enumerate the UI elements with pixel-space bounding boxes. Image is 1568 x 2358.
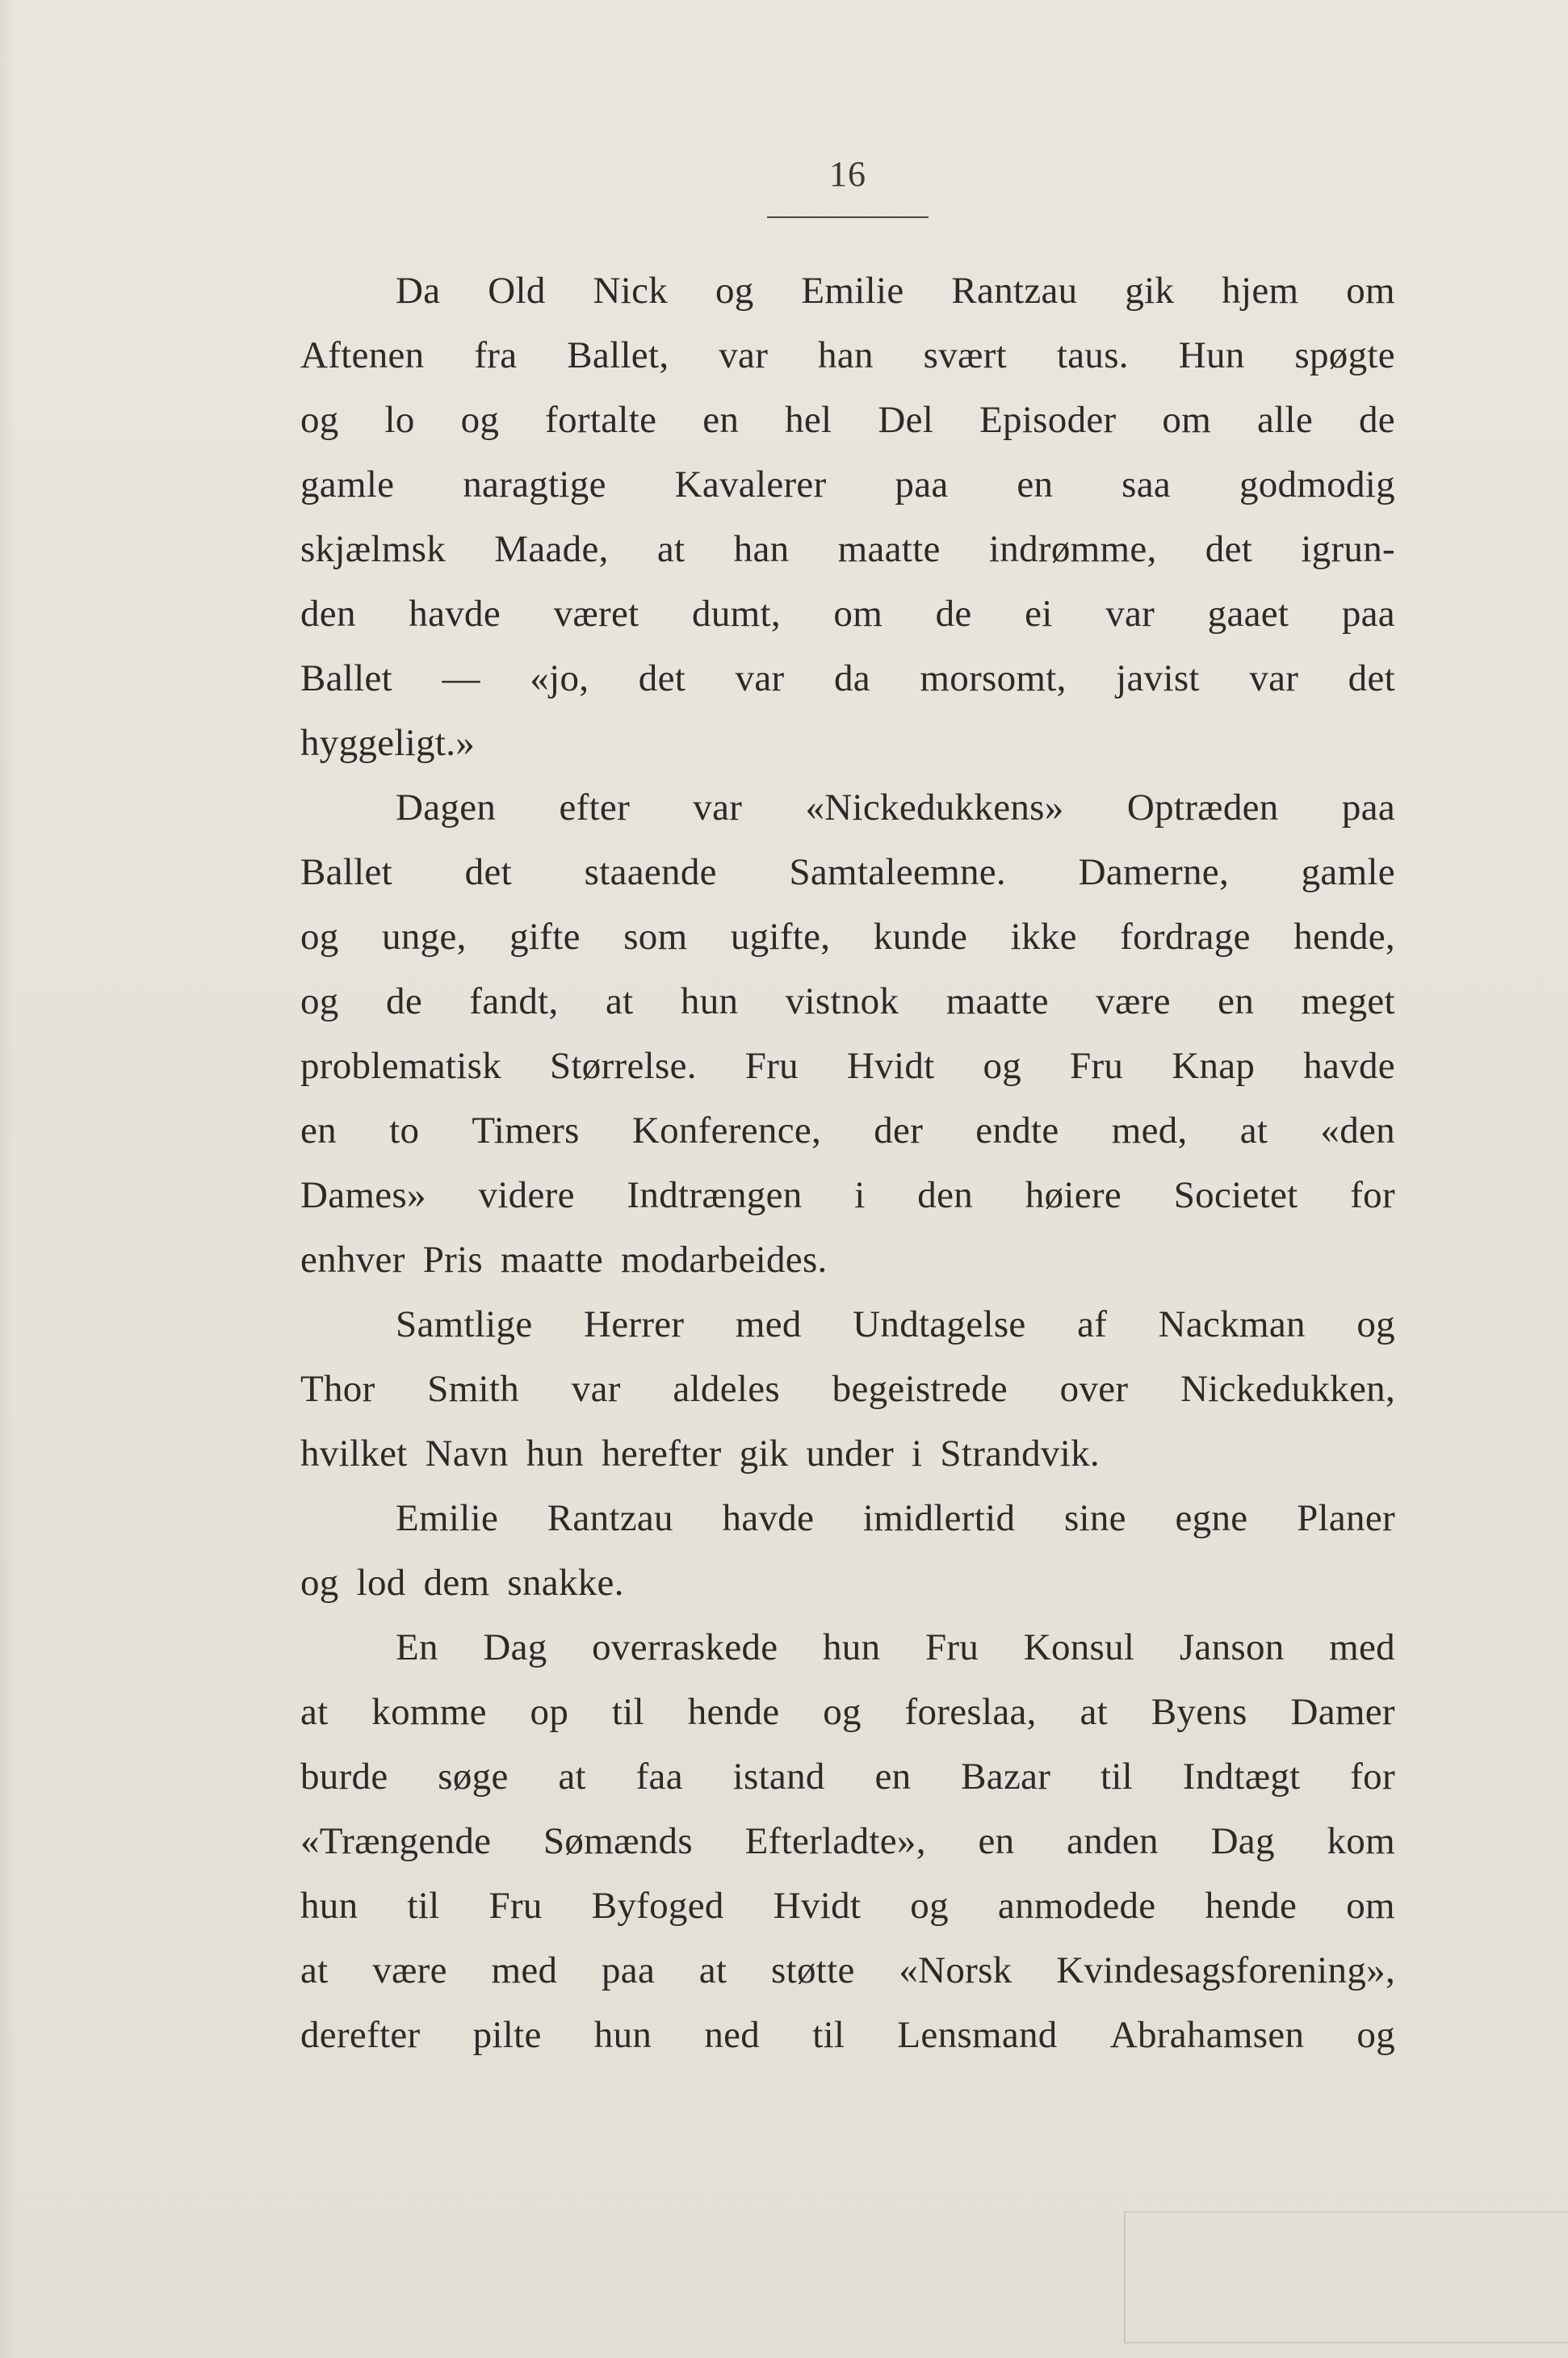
word: problematisk (300, 1045, 501, 1087)
word: støtte (771, 1949, 855, 1991)
word: fandt, (469, 980, 559, 1022)
word: Damerne, (1078, 851, 1229, 893)
word: snakke. (507, 1562, 624, 1604)
word: «Nickedukkens» (805, 787, 1064, 829)
word: Indtægt (1182, 1756, 1301, 1798)
word: og (300, 1562, 339, 1604)
word: to (389, 1110, 420, 1152)
word: paa (1341, 787, 1395, 829)
word: aldeles (673, 1368, 780, 1410)
word: var (735, 657, 785, 699)
word: en (978, 1820, 1015, 1862)
word: Indtrængen (627, 1174, 803, 1216)
word: havde (722, 1497, 815, 1539)
word: meget (1301, 980, 1395, 1022)
word: i (854, 1174, 866, 1216)
page-number: 16 (829, 154, 866, 194)
word: op (530, 1691, 569, 1733)
word: at (300, 1949, 329, 1991)
word: Størrelse. (549, 1045, 697, 1087)
word: anden (1067, 1820, 1159, 1862)
word: Fru (488, 1885, 543, 1927)
word: om (1162, 399, 1212, 441)
word: havde (1303, 1045, 1395, 1087)
word: spøgte (1294, 334, 1395, 376)
word: «den (1320, 1110, 1395, 1152)
text-line (300, 646, 1395, 711)
word: at (300, 1691, 329, 1733)
word: søge (438, 1756, 509, 1798)
word: og (910, 1885, 949, 1927)
word: Fru (744, 1045, 799, 1087)
word: Smith (427, 1368, 520, 1410)
word: lo (384, 399, 415, 441)
text-line (300, 1744, 1395, 1809)
word: de (1358, 399, 1395, 441)
text-line (300, 1680, 1395, 1744)
word: Rantzau (951, 270, 1078, 312)
word: og (1356, 1303, 1395, 1345)
word: maatte (837, 528, 941, 570)
word: Maade, (494, 528, 609, 570)
word: Aftenen (300, 334, 425, 376)
word: gik (739, 1433, 789, 1475)
word: Dag (1210, 1820, 1275, 1862)
word: «Norsk (899, 1949, 1012, 1991)
word: Konference, (631, 1110, 822, 1152)
word: egne (1175, 1497, 1248, 1539)
word: dem (423, 1562, 490, 1604)
word: Byfoged (591, 1885, 724, 1927)
word: den (917, 1174, 974, 1216)
word: Pris (422, 1239, 484, 1281)
word: lod (356, 1562, 406, 1604)
word: at (698, 1949, 727, 1991)
word: ugifte, (730, 916, 831, 958)
word: over (1059, 1368, 1129, 1410)
word: Damer (1290, 1691, 1395, 1733)
text-line (300, 969, 1395, 1034)
word: alle (1257, 399, 1314, 441)
word: gik (1125, 270, 1175, 312)
word: at (1080, 1691, 1109, 1733)
word: dumt, (692, 593, 781, 635)
word: Bazar (961, 1756, 1051, 1798)
word: paa (895, 464, 949, 506)
word: han (818, 334, 874, 376)
page-edge-shadow (0, 0, 15, 2358)
word: havde (409, 593, 501, 635)
word: Strandvik. (940, 1433, 1100, 1475)
word: for (1350, 1756, 1395, 1798)
word: enhver (300, 1239, 405, 1281)
word: det (464, 851, 512, 893)
word: Abrahamsen (1109, 2014, 1305, 2056)
word: «jo, (530, 657, 589, 699)
word: under (806, 1433, 895, 1475)
text-line (300, 517, 1395, 581)
word: gifte (509, 916, 581, 958)
word: om (833, 593, 883, 635)
word: staaende (584, 851, 717, 893)
word: var (1249, 657, 1299, 699)
word: at (605, 980, 634, 1022)
word: gamle (1301, 851, 1395, 893)
word: igrun- (1301, 528, 1395, 570)
word: det (1348, 657, 1395, 699)
word: at (656, 528, 685, 570)
word: sine (1063, 1497, 1126, 1539)
word: høiere (1025, 1174, 1121, 1216)
word: til (611, 1691, 644, 1733)
word: med (491, 1949, 558, 1991)
word: hende (687, 1691, 780, 1733)
word: med (735, 1303, 802, 1345)
word: Samtaleemne. (789, 851, 1006, 893)
word: Janson (1179, 1626, 1285, 1668)
word: faa (635, 1756, 683, 1798)
word: Dagen (396, 787, 497, 829)
text-line (300, 1873, 1395, 1938)
word: være (372, 1949, 447, 1991)
word: overraskede (592, 1626, 778, 1668)
word: paa (601, 1949, 656, 1991)
word: Knap (1172, 1045, 1256, 1087)
word: morsomt, (920, 657, 1067, 699)
word: i (912, 1433, 923, 1475)
text-line (300, 1292, 1395, 1357)
word: godmodig (1239, 464, 1395, 506)
word: Dag (483, 1626, 547, 1668)
word: hende (1205, 1885, 1298, 1927)
word: skjælmsk (300, 528, 447, 570)
word: været (553, 593, 639, 635)
word: var (693, 787, 743, 829)
word: var (719, 334, 769, 376)
word: med, (1111, 1110, 1188, 1152)
word: Rantzau (547, 1497, 673, 1539)
word: — (442, 657, 480, 699)
word: Optræden (1126, 787, 1279, 829)
text-line (300, 258, 1395, 323)
word: begeistrede (832, 1368, 1008, 1410)
word: om (1346, 270, 1395, 312)
word: hun (300, 1885, 358, 1927)
word: maatte (501, 1239, 604, 1281)
word: hjem (1222, 270, 1299, 312)
word: naragtige (463, 464, 606, 506)
word: modarbeides. (621, 1239, 828, 1281)
word: til (1100, 1756, 1134, 1798)
text-line (300, 323, 1395, 388)
text-line (300, 840, 1395, 904)
word: Hun (1178, 334, 1245, 376)
word: Navn (425, 1433, 509, 1475)
text-line (300, 1227, 1395, 1292)
word: Societet (1173, 1174, 1298, 1216)
text-line (300, 1357, 1395, 1421)
word: istand (732, 1756, 825, 1798)
word: hende, (1293, 916, 1395, 958)
word: som (623, 916, 688, 958)
word: da (833, 657, 870, 699)
word: Efterladte», (744, 1820, 926, 1862)
word: vistnok (785, 980, 899, 1022)
word: Planer (1297, 1497, 1395, 1539)
word: en (300, 1110, 337, 1152)
word: en (1218, 980, 1255, 1022)
word: Kavalerer (674, 464, 827, 506)
word: «Trængende (300, 1820, 492, 1862)
word: det (1205, 528, 1253, 570)
word: af (1077, 1303, 1108, 1345)
text-line (300, 388, 1395, 452)
word: en (1017, 464, 1054, 506)
word: til (812, 2014, 845, 2056)
text-line (300, 711, 1395, 775)
text-line (300, 1421, 1395, 1486)
text-line (300, 1809, 1395, 1873)
word: Hvidt (773, 1885, 862, 1927)
word: og (300, 916, 339, 958)
word: de (935, 593, 972, 635)
word: og (460, 399, 500, 441)
word: for (1350, 1174, 1395, 1216)
word: hun (593, 2014, 652, 2056)
word: unge, (382, 916, 467, 958)
text-line (300, 1486, 1395, 1550)
word: kom (1327, 1820, 1395, 1862)
text-line (300, 904, 1395, 969)
word: burde (300, 1756, 388, 1798)
text-line (300, 1163, 1395, 1227)
word: Nackman (1158, 1303, 1306, 1345)
word: til (407, 1885, 440, 1927)
word: taus. (1056, 334, 1129, 376)
word: Da (396, 270, 441, 312)
word: videre (478, 1174, 575, 1216)
word: Konsul (1023, 1626, 1135, 1668)
word: saa (1121, 464, 1172, 506)
word: hyggeligt.» (300, 722, 476, 764)
word: og (823, 1691, 862, 1733)
word: kunde (873, 916, 968, 958)
text-line (300, 1098, 1395, 1163)
text-line (300, 1550, 1395, 1615)
word: Herrer (583, 1303, 685, 1345)
word: indrømme, (988, 528, 1157, 570)
word: Emilie (396, 1497, 499, 1539)
word: fortalte (545, 399, 657, 441)
word: Ballet (300, 851, 393, 893)
word: en (702, 399, 740, 441)
word: Samtlige (396, 1303, 533, 1345)
word: og (300, 399, 339, 441)
word: svært (923, 334, 1008, 376)
text-line (300, 775, 1395, 840)
corner-mark (1124, 2211, 1568, 2343)
word: var (571, 1368, 621, 1410)
word: Hvidt (846, 1045, 935, 1087)
word: Nickedukken, (1180, 1368, 1395, 1410)
word: Timers (472, 1110, 580, 1152)
word: fordrage (1120, 916, 1251, 958)
word: Kvindesagsforening», (1056, 1949, 1395, 1991)
text-line (300, 452, 1395, 517)
word: Nick (593, 270, 669, 312)
word: Del (878, 399, 934, 441)
word: hun (680, 980, 739, 1022)
word: hel (785, 399, 832, 441)
word: hun (823, 1626, 881, 1668)
word: fra (474, 334, 518, 376)
word: var (1105, 593, 1155, 635)
word: det (638, 657, 686, 699)
text-line (300, 1615, 1395, 1680)
word: Ballet, (567, 334, 669, 376)
word: ei (1025, 593, 1053, 635)
word: En (396, 1626, 438, 1668)
word: imidlertid (862, 1497, 1016, 1539)
word: og (983, 1045, 1022, 1087)
word: Undtagelse (853, 1303, 1026, 1345)
word: pilte (472, 2014, 542, 2056)
word: herefter (602, 1433, 722, 1475)
word: Fru (924, 1626, 979, 1668)
word: om (1346, 1885, 1395, 1927)
word: Byens (1151, 1691, 1247, 1733)
word: Old (488, 270, 546, 312)
word: og (1356, 2014, 1395, 2056)
word: at (558, 1756, 586, 1798)
word: hvilket (300, 1433, 408, 1475)
body-text (300, 258, 1395, 2067)
text-line (300, 1034, 1395, 1098)
word: den (300, 593, 356, 635)
word: han (733, 528, 790, 570)
word: maatte (945, 980, 1049, 1022)
word: gamle (300, 464, 395, 506)
word: at (1239, 1110, 1268, 1152)
word: Episoder (979, 399, 1117, 441)
word: Dames» (300, 1174, 426, 1216)
word: paa (1341, 593, 1395, 635)
word: være (1096, 980, 1171, 1022)
word: anmodede (997, 1885, 1156, 1927)
word: ned (704, 2014, 761, 2056)
page-number-rule (767, 216, 929, 218)
word: ikke (1010, 916, 1077, 958)
text-line (300, 1938, 1395, 2003)
word: komme (371, 1691, 487, 1733)
word: og (715, 270, 754, 312)
word: foreslaa, (904, 1691, 1037, 1733)
word: Emilie (801, 270, 904, 312)
text-line (300, 2003, 1395, 2067)
word: de (386, 980, 422, 1022)
text-line (300, 581, 1395, 646)
word: Ballet (300, 657, 393, 699)
word: endte (975, 1110, 1059, 1152)
word: efter (559, 787, 631, 829)
word: gaaet (1207, 593, 1289, 635)
word: der (874, 1110, 924, 1152)
word: Fru (1070, 1045, 1124, 1087)
word: og (300, 980, 339, 1022)
word: med (1329, 1626, 1395, 1668)
word: derefter (300, 2014, 421, 2056)
word: Lensmand (897, 2014, 1058, 2056)
word: hun (526, 1433, 585, 1475)
word: javist (1116, 657, 1200, 699)
word: Sømænds (543, 1820, 693, 1862)
word: Thor (300, 1368, 375, 1410)
word: en (874, 1756, 912, 1798)
